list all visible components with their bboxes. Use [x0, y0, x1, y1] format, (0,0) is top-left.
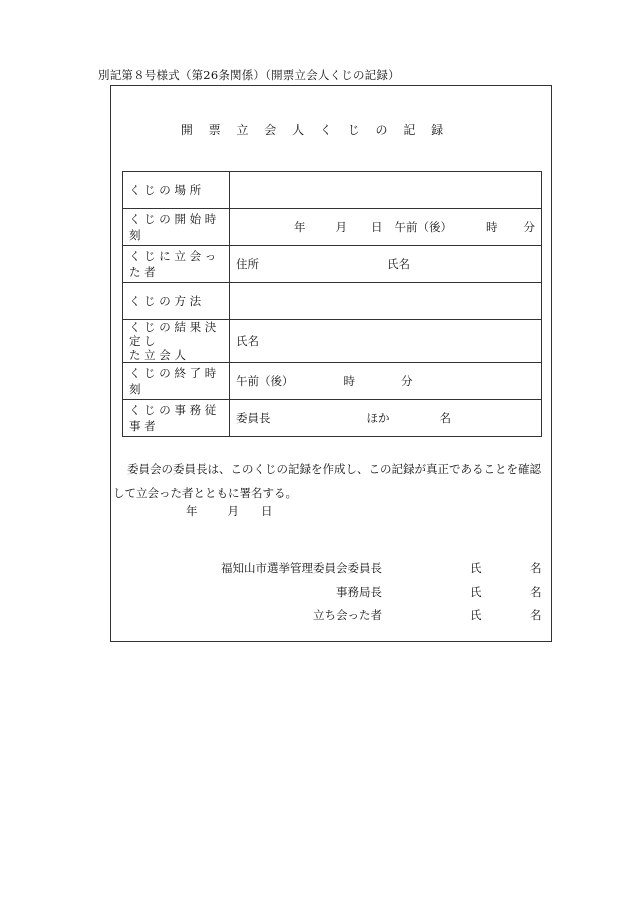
value-staff[interactable]: [230, 400, 542, 437]
day-unit: 日: [371, 220, 383, 234]
hour-unit: 時: [343, 374, 355, 388]
label-method: く じ の 方 法: [123, 283, 230, 320]
name-label: 氏名: [387, 257, 410, 271]
label-end-time: く じ の 終 了 時 刻: [123, 363, 230, 400]
count-unit: 名: [439, 411, 451, 425]
label-staff: く じ の 事 務 従 事 者: [123, 400, 230, 437]
value-lottery-place[interactable]: [230, 172, 542, 209]
value-method[interactable]: [230, 283, 542, 320]
value-start-time[interactable]: [230, 209, 542, 246]
table-row: [123, 400, 542, 437]
table-row: [123, 172, 542, 209]
value-result-witness[interactable]: [230, 320, 542, 363]
form-header: 別記第８号様式（第26条関係）（開票立会人くじの記録）: [98, 68, 400, 82]
value-end-time[interactable]: [230, 363, 542, 400]
address-label: 住所: [236, 257, 259, 271]
month-unit: 月: [335, 220, 347, 234]
record-table: [122, 171, 542, 437]
table-row: [123, 246, 542, 283]
chief-label: 委員長: [236, 411, 271, 425]
signing-date: 年 月 日: [186, 504, 273, 518]
ampm-text: 午前（後）: [394, 220, 452, 234]
label-lottery-place: く じ の 場 所: [123, 172, 230, 209]
table-row: [123, 363, 542, 400]
table-row: [123, 209, 542, 246]
table-row: [123, 283, 542, 320]
record-title: 開 票 立 会 人 く じ の 記 録: [180, 123, 450, 137]
table-row: [123, 320, 542, 363]
minute-unit: 分: [401, 374, 413, 388]
value-witness[interactable]: [230, 246, 542, 283]
declaration-paragraph: 委員会の委員長は、このくじの記録を作成し、この記録が真正であることを確認して立会った者とともに署名する。: [113, 462, 541, 500]
hour-unit: 時: [486, 220, 498, 234]
label-start-time: く じ の 開 始 時 刻: [123, 209, 230, 246]
ampm-text: 午前（後）: [236, 374, 294, 388]
year-unit: 年: [294, 220, 306, 234]
name-label: 氏名: [236, 334, 259, 348]
label-witness: く じ に 立 会 っ た 者: [123, 246, 230, 283]
label-result-witness: く じ の 結 果 決 定 し た 立 会 人: [123, 320, 230, 363]
others-label: ほか: [366, 411, 390, 425]
minute-unit: 分: [523, 220, 535, 234]
